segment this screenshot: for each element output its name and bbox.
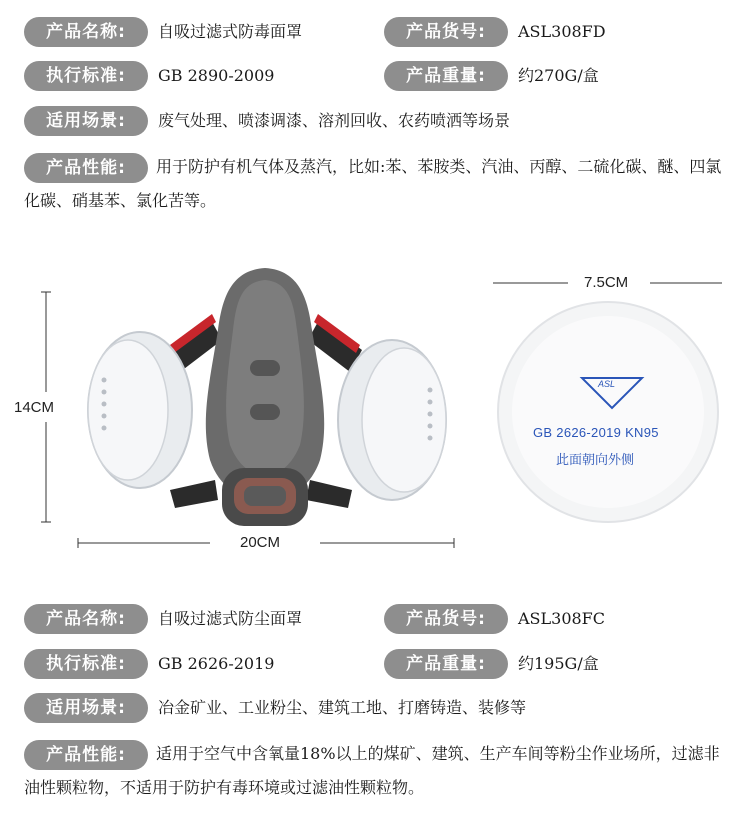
product-weight: 约270G/盒: [518, 66, 599, 85]
filter-standard-text: GB 2626-2019 KN95: [533, 425, 659, 440]
label-pill: 执行标准:: [24, 649, 148, 679]
label-pill: 产品货号:: [384, 604, 508, 634]
label-pill: 产品性能:: [24, 153, 148, 183]
label-pill: 产品货号:: [384, 17, 508, 47]
label-pill: 产品名称:: [24, 17, 148, 47]
product-sku: ASL308FD: [518, 22, 606, 41]
label-pill: 适用场景:: [24, 106, 148, 136]
spec-row-scene-bottom: [0, 691, 750, 725]
height-dimension-label: 14CM: [14, 399, 55, 416]
product-weight: 约195G/盒: [518, 654, 599, 673]
filter-brand-text: ASL: [598, 379, 616, 389]
product-performance: 适用于空气中含氧量18%以上的煤矿、建筑、生产车间等粉尘作业场所，过滤非油性颗粒物，不适用于防护有毒环境或过滤油性颗粒物。: [24, 744, 720, 797]
label-pill: 适用场景:: [24, 693, 148, 723]
filter-disc-illustration: [498, 302, 718, 522]
filter-dimension-label: 7.5CM: [584, 274, 629, 291]
product-name: 自吸过滤式防尘面罩: [158, 609, 303, 628]
product-scene: 废气处理、喷漆调漆、溶剂回收、农药喷洒等场景: [158, 111, 511, 130]
filter-orientation-text: 此面朝向外侧: [556, 453, 635, 468]
product-sku: ASL308FC: [518, 609, 606, 628]
spec-row-name-bottom: [0, 602, 750, 636]
product-standard: GB 2626-2019: [158, 654, 275, 673]
product-performance: 用于防护有机气体及蒸汽，比如:苯、苯胺类、汽油、丙醇、二硫化碳、醚、四氯化碳、硝基苯、氯化苦等。: [24, 157, 722, 210]
spec-row-standard-bottom: [0, 647, 750, 681]
label-pill: 产品重量:: [384, 61, 508, 91]
width-dimension-label: 20CM: [240, 534, 281, 551]
product-name: 自吸过滤式防毒面罩: [158, 22, 303, 41]
label-pill: 产品性能:: [24, 740, 148, 770]
label-pill: 产品重量:: [384, 649, 508, 679]
respirator-mask-illustration: [88, 268, 446, 526]
label-pill: 产品名称:: [24, 604, 148, 634]
spec-performance-bottom: [24, 737, 734, 805]
product-standard: GB 2890-2009: [158, 66, 275, 85]
label-pill: 执行标准:: [24, 61, 148, 91]
product-scene: 冶金矿业、工业粉尘、建筑工地、打磨铸造、装修等: [158, 698, 527, 717]
